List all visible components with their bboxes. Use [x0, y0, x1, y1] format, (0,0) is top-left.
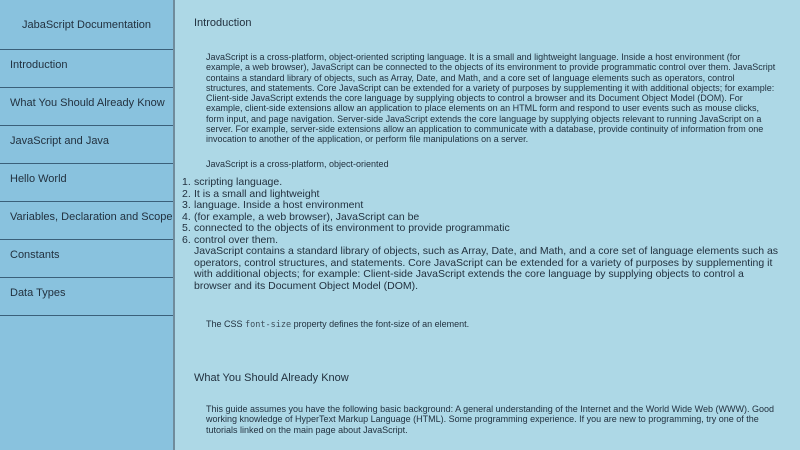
- sidebar: [0, 0, 175, 450]
- list-item: 6. control over them.: [182, 233, 279, 246]
- sidebar-item-introduction[interactable]: Introduction: [0, 50, 173, 88]
- sidebar-item-what-you-should-already-know[interactable]: What You Should Already Know: [0, 88, 173, 126]
- continuation-paragraph: JavaScript contains a standard library of objects, such as Array, Date, and Math, and a core set of language elements such as operators, control structures, and statements. Core JavaScript can be extended for a variety of purposes by supplementing it with additional objects; for example: Client-side JavaScript extends the core language by supplying objects to control a browser and its Document Object Model (DOM).: [194, 245, 779, 292]
- list-item: 5. connected to the objects of its environment to provide programmatic: [182, 222, 510, 235]
- intro-line: JavaScript is a cross-platform, object-oriented: [206, 159, 389, 169]
- css-note: The CSS font-size property defines the font-size of an element.: [206, 319, 470, 330]
- intro-paragraph: JavaScript is a cross-platform, object-oriented scripting language. It is a small and lightweight language. Inside a host environment (for example, a web browser), JavaScript can be connected to the objects of its environment to provide programmatic control over them. JavaScript contains a standard library of objects, such as Array, Date, and Math, and a core set of language elements such as operators, control structures, and statements. Core JavaScript can be extended for a variety of purposes by supplementing it with additional objects; for example: Client-side JavaScript extends the core language by supplying objects to control a browser and its Document Object Model (DOM). For example, client-side extensions allow an application to place elements on an HTML form and respond to user events such as mouse clicks, form input, and page navigation. Server-side JavaScript extends the core language by supplying objects relevant to running JavaScript on a server. For example, server-side extensions allow an application to communicate with a database, provide continuity of information from one invocation to another of the application, or perform file manipulations on a server.: [206, 52, 776, 145]
- section-title: What You Should Already Know: [194, 372, 349, 384]
- sidebar-item-javascript-and-java[interactable]: JavaScript and Java: [0, 126, 173, 164]
- sidebar-item-constants[interactable]: Constants: [0, 240, 173, 278]
- section-title: Introduction: [194, 17, 252, 29]
- list-item: 4. (for example, a web browser), JavaScript can be: [182, 210, 420, 223]
- sidebar-item-hello-world[interactable]: Hello World: [0, 164, 173, 202]
- sidebar-item-data-types[interactable]: Data Types: [0, 278, 173, 316]
- list-item: 1. scripting language.: [182, 176, 283, 188]
- main-content: [177, 0, 800, 450]
- list-item: 3. language. Inside a host environment: [182, 199, 364, 212]
- sidebar-item-variables[interactable]: Variables, Declaration and Scope: [0, 202, 173, 240]
- intro-list: [182, 177, 782, 247]
- code-font-size: font-size: [245, 320, 292, 330]
- sidebar-title: JabaScript Documentation: [0, 0, 173, 50]
- list-item: 2. It is a small and lightweight: [182, 187, 320, 200]
- prereq-paragraph: This guide assumes you have the following basic background: A general understanding of the Internet and the World Wide Web (WWW). Good working knowledge of HyperText Markup Language (HTML). Some programming experience. If you are new to programming, try one of the tutorials linked on the main page about JavaScript.: [206, 404, 774, 435]
